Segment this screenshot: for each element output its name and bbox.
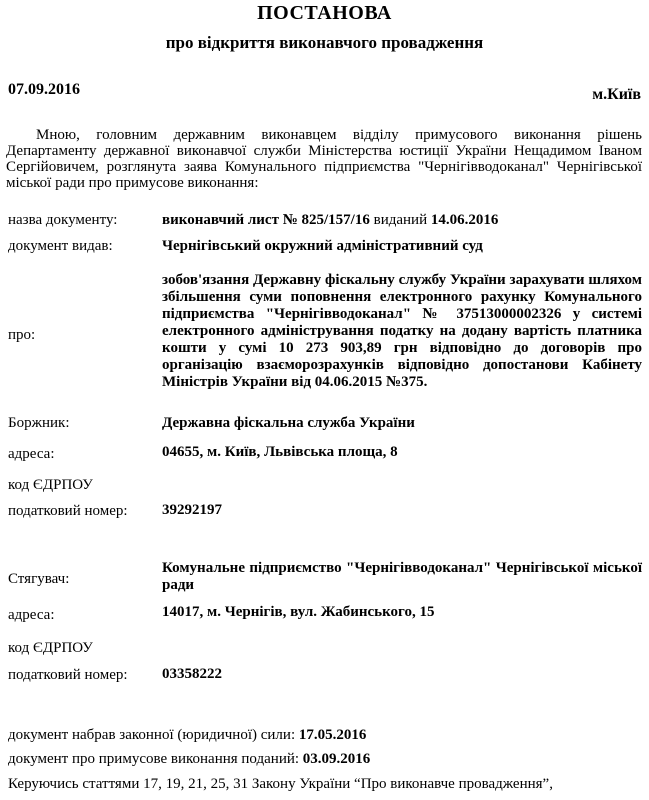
document-date: 07.09.2016 bbox=[8, 81, 80, 98]
document-city: м.Київ bbox=[592, 86, 641, 103]
creditor-tax-number: 03358222 bbox=[162, 666, 222, 682]
legal-force-date: 17.05.2016 bbox=[298, 727, 367, 743]
intro-paragraph: Мною, головним державним виконавцем відділу примусового виконання рішень Департаменту державної виконавчої служби Міністерства юстиції України Нещадимом Іваном Сергійовичем, розглянута заява Комунального підприємства "Чернігівводоканал" Чернігівської міської ради про примусове виконання: bbox=[6, 127, 642, 191]
legal-force-line bbox=[8, 727, 366, 744]
creditor-address-label: адреса: bbox=[8, 607, 55, 623]
doc-name-value bbox=[162, 212, 642, 229]
request-date: 03.09.2016 bbox=[302, 751, 371, 767]
creditor-edrpou-label: код ЄДРПОУ bbox=[8, 640, 93, 656]
request-line bbox=[8, 751, 370, 768]
doc-name-label: назва документу: bbox=[8, 212, 118, 228]
about-label: про: bbox=[8, 327, 36, 343]
doc-issued-text: виданий bbox=[373, 212, 428, 228]
doc-name-number: виконавчий лист № 825/157/16 bbox=[162, 212, 370, 228]
creditor-address: 14017, м. Чернігів, вул. Жабинського, 15 bbox=[162, 604, 435, 620]
debtor-tax-number: 39292197 bbox=[162, 502, 222, 518]
document-subtitle: про відкриття виконавчого провадження bbox=[165, 33, 484, 52]
debtor-name: Державна фіскальна служба України bbox=[162, 415, 415, 431]
debtor-tax-label: податковий номер: bbox=[8, 503, 128, 519]
doc-issued-date: 14.06.2016 bbox=[430, 212, 499, 228]
guided-by-line: Керуючись статтями 17, 19, 21, 25, 31 Закону України “Про виконавче провадження”, bbox=[8, 776, 553, 792]
creditor-tax-label: податковий номер: bbox=[8, 667, 128, 683]
creditor-name: Комунальне підприємство "Чернігівводоканал" Чернігівської міської ради bbox=[162, 560, 642, 593]
request-label: документ про примусове виконання поданий: bbox=[8, 751, 300, 767]
debtor-address: 04655, м. Київ, Львівська площа, 8 bbox=[162, 444, 398, 460]
document-title: ПОСТАНОВА bbox=[257, 2, 392, 24]
creditor-label: Стягувач: bbox=[8, 571, 70, 587]
issued-by-value: Чернігівський окружний адміністративний суд bbox=[162, 238, 483, 254]
issued-by-label: документ видав: bbox=[8, 238, 113, 254]
debtor-label: Боржник: bbox=[8, 415, 70, 431]
about-value: зобов'язання Державну фіскальну службу України зарахувати шляхом збільшення суми поповнення електронного рахунку Комунального підприємства "Чернігівводоканал" № 37513000002326 у системі електронного адміністрування податку на додану вартість платника кошти у сумі 10 273 903,89 грн відповідно до договорів про організацію взаєморозрахунків відповідно допостанови Кабінету Міністрів України від 04.06.2015 №375. bbox=[162, 272, 642, 390]
debtor-edrpou-label: код ЄДРПОУ bbox=[8, 477, 93, 493]
legal-force-label: документ набрав законної (юридичної) сили: bbox=[8, 727, 296, 743]
debtor-address-label: адреса: bbox=[8, 446, 55, 462]
